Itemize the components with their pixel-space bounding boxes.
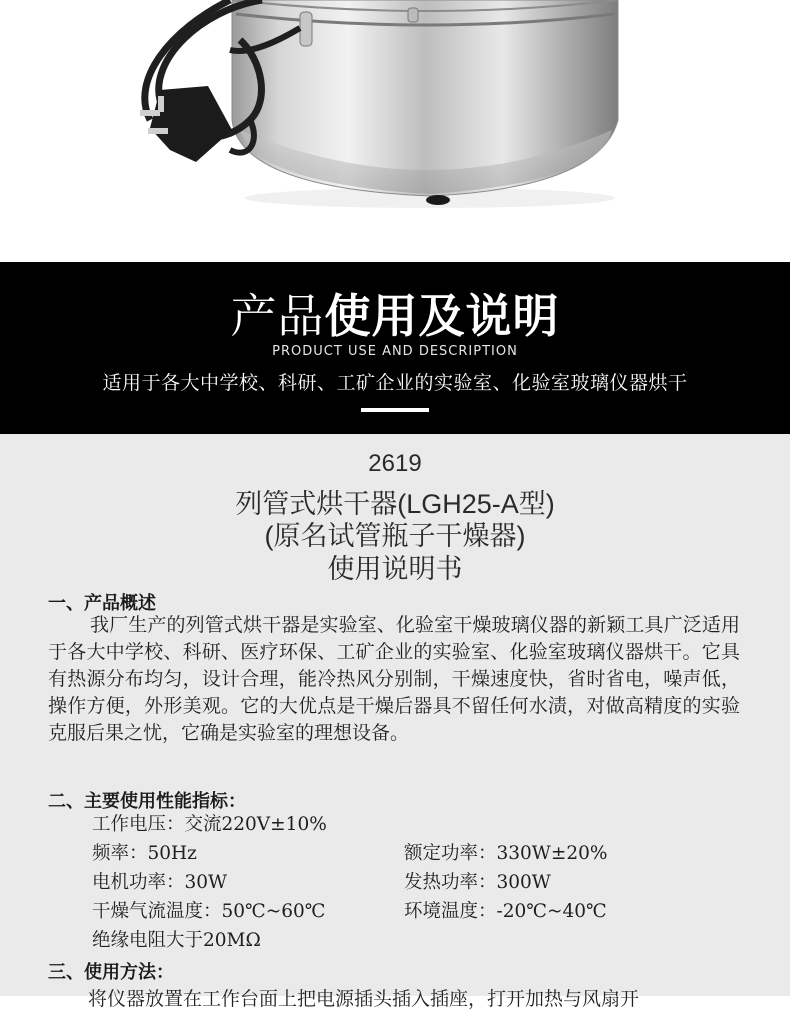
section1-paragraph: 我厂生产的列管式烘干器是实验室、化验室干燥玻璃仪器的新颖工具广泛适用于各大中学校、科研、医疗环保、工矿企业的实验室、化验室玻璃仪器烘干。它具有热源分布均匀，设计合理，能冷热风分别制，干燥速度快，省时省电，噪声低，操作方便，外形美观。它的大优点是干燥后器具不留任何水渍，对做高精度的实验克服后果之忧，它确是实验室的理想设备。	[48, 614, 740, 744]
banner-subtitle-cn: 适用于各大中学校、科研、工矿企业的实验室、化验室玻璃仪器烘干	[102, 372, 688, 394]
section-banner	[0, 262, 790, 434]
manual-number: 2619	[368, 450, 422, 477]
manual-document	[0, 434, 790, 1010]
spec-insulation: 绝缘电阻大于20MΩ	[92, 930, 261, 951]
spec-ambient-temp: 环境温度：-20℃~40℃	[404, 901, 607, 922]
banner-subtitle-en: PRODUCT USE AND DESCRIPTION	[272, 344, 518, 359]
spec-heating-power: 发热功率：300W	[404, 872, 551, 893]
manual-product-name: 列管式烘干器(LGH25-A型)	[235, 489, 555, 519]
spec-motor-power: 电机功率：30W	[92, 872, 228, 893]
section1-title: 一、产品概述	[48, 593, 156, 614]
product-photo	[0, 0, 790, 262]
spec-frequency: 频率：50Hz	[92, 843, 197, 864]
manual-original-name: (原名试管瓶子干燥器)	[264, 521, 526, 551]
banner-divider	[361, 408, 429, 412]
spec-rated-power: 额定功率：330W±20%	[404, 843, 608, 864]
section3-title: 三、使用方法：	[48, 962, 174, 983]
banner-title	[0, 288, 790, 344]
section2-title: 二、主要使用性能指标：	[48, 791, 246, 812]
manual-doc-title: 使用说明书	[327, 554, 463, 584]
banner-title-part2: 使用及说明	[324, 289, 560, 343]
banner-title-part1: 产品	[230, 289, 325, 343]
dryer-illustration	[0, 0, 790, 262]
section3-partial-text: 将仪器放置在工作台面上把电源插头插入插座，打开加热与风扇开	[88, 988, 640, 1010]
spec-voltage: 工作电压：交流220V±10%	[92, 814, 327, 835]
spec-airflow-temp: 干燥气流温度：50℃~60℃	[92, 901, 326, 922]
